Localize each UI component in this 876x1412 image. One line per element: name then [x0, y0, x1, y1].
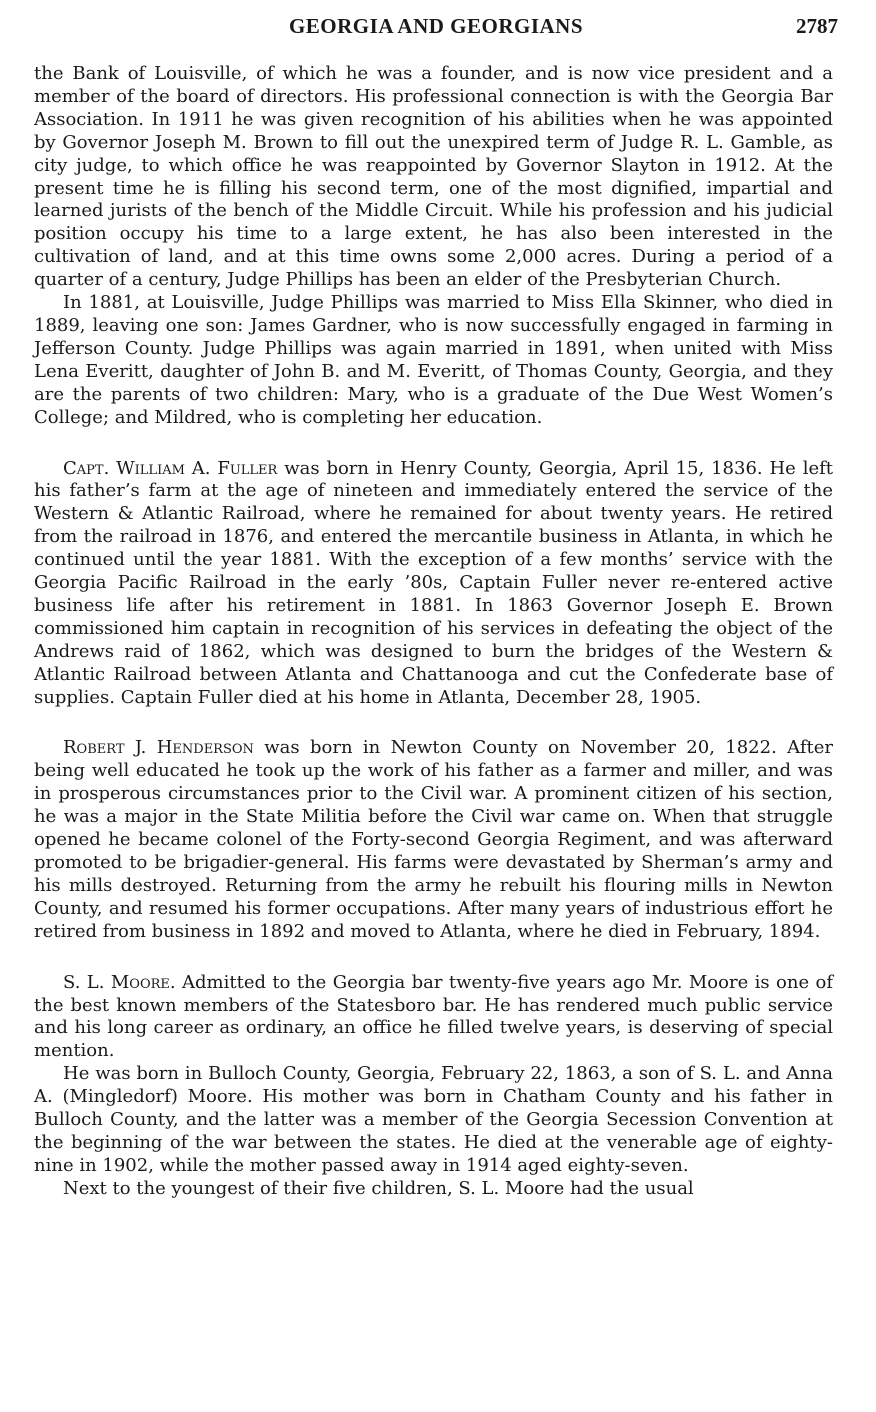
paragraph-text: was born in Newton County on November 20, 1822. After being well educated he took up the work of his father as a farmer and miller, and was in prosperous circumstances prior to the Civil war. A prominent citizen of his section, he was a major in the State Militia before the Civil war came on. When that struggle opened he became colonel of the Forty-second Georgia Regiment, and was afterward promoted to be brigadier-general. His farms were devastated by Sherman’s army and his mills destroyed. Returning from the army he rebuilt his flouring mills in Newton County, and resumed his former occupations. After many years of industrious effort he retired from business in 1892 and moved to Atlanta, where he died in February, 1894. [34, 737, 833, 942]
paragraph-text: was born in Henry County, Georgia, April 15, 1836. He left his father’s farm at the age of nineteen and immediately entered the service of the Western & Atlantic Railroad, where he remained for about twenty years. He retired from the railroad in 1876, and entered the mercantile business in Atlanta, in which he continued until the year 1881. With the exception of a few months’ service with the Georgia Pacific Railroad in the early ’80s, Captain Fuller never re-entered active business life after his retirement in 1881. In 1863 Governor Joseph E. Brown commissioned him captain in recognition of his services in defeating the object of the Andrews raid of 1862, which was designed to burn the bridges of the Western & Atlantic Railroad between Atlanta and Chattanooga and cut the Confederate base of supplies. Captain Fuller died at his home in Atlanta, December 28, 1905. [34, 457, 833, 708]
paragraph-marriage [34, 292, 833, 429]
paragraph-text: In 1881, at Louisville, Judge Phillips was married to Miss Ella Skinner, who died in 1889, leaving one son: James Gardner, who is now successfully engaged in farming in Jefferson County. Judge Phillips was again married in 1891, when united with Miss Lena Everitt, daughter of John B. and M. Everitt, of Thomas County, Georgia, and they are the parents of two children: Mary, who is a graduate of the Due West Women’s College; and Mildred, who is completing her education. [34, 292, 833, 428]
page-body [34, 63, 833, 1201]
paragraph-text: Admitted to the Georgia bar twenty-five years ago Mr. Moore is one of the best known members of the Statesboro bar. He has rendered much public service and his long career as ordinary, an office he filled twelve years, is deserving of special mention. [34, 971, 833, 1062]
subject-name: S. L. Moore. [63, 971, 176, 993]
subject-name: Capt. William A. Fuller [63, 457, 278, 479]
biography-fuller [34, 458, 833, 710]
running-header [34, 14, 838, 44]
biography-moore [34, 972, 833, 1064]
paragraph-moore-children [34, 1178, 833, 1201]
paragraph-text: the Bank of Louisville, of which he was a founder, and is now vice president and a member of the board of directors. His professional connection is with the Georgia Bar Association. In 1911 he was given recognition of his abilities when he was appointed by Governor Joseph M. Brown to fill out the unexpired term of Judge R. L. Gamble, as city judge, to which office he was reappointed by Governor Slayton in 1912. At the present time he is filling his second term, one of the most dignified, impartial and learned jurists of the bench of the Middle Circuit. While his profession and his judicial position occupy his time to a large extent, he has also been interested in the cultivation of land, and at this time owns some 2,000 acres. During a period of a quarter of a century, Judge Phillips has been an elder of the Presbyterian Church. [34, 63, 833, 291]
paragraph-moore-birth [34, 1063, 833, 1178]
paragraph-continuation [34, 63, 833, 292]
subject-name: Robert J. Henderson [63, 737, 254, 759]
biography-henderson [34, 737, 833, 943]
paragraph-text: He was born in Bulloch County, Georgia, February 22, 1863, a son of S. L. and Anna A. (Mingledorf) Moore. His mother was born in Chatham County and his father in Bulloch County, and the latter was a member of the Georgia Secession Convention at the beginning of the war between the states. He died at the venerable age of eighty-nine in 1902, while the mother passed away in 1914 aged eighty-seven. [34, 1063, 833, 1176]
paragraph-text: Next to the youngest of their five children, S. L. Moore had the usual [63, 1177, 694, 1199]
page-number: 2787 [796, 14, 838, 38]
running-title: GEORGIA AND GEORGIANS [288, 14, 584, 38]
